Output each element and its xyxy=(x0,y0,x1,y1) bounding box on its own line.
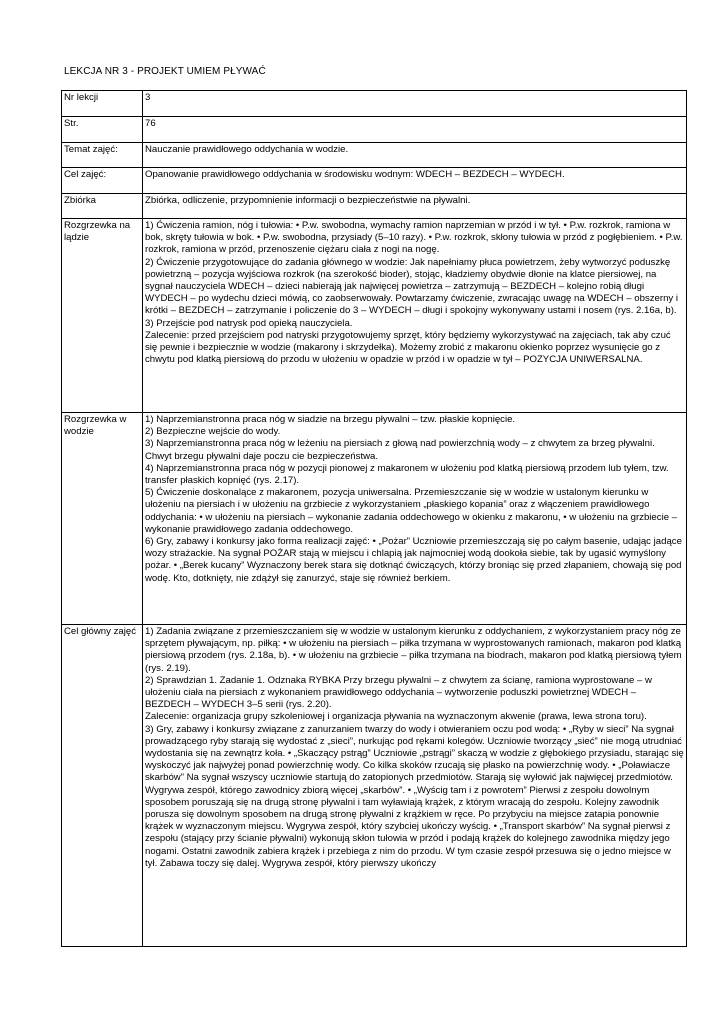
paragraph: 2) Bezpieczne wejście do wody. xyxy=(145,426,281,438)
paragraph: 2) Ćwiczenie przygotowujące do zadania głównego w wodzie: Jak napełniamy płuca powietrzem, żeby wytworzyć poduszkę powietrzną – pozycja wyjściowa rozkrok (na szerokość bioder), stojąc, kładziemy obydwie dłonie na klatce piersiowej, na sygnał nauczyciela WDECH – dzieci nabierają jak najwięcej powietrza – zatrzymują – BEZDECH – kolejno robią długi WYDECH – po wydechu dzieci mówią, co zaobserwowały. Powtarzamy ćwiczenie, zwracając uwagę na WDECH – obszerny i krótki – BEZDECH – zatrzymanie i policzenie do 3 – WYDECH – długi i spokojny wykonywany ustami i nosem (rys. 2.16a, b). xyxy=(145,256,679,317)
label-cel-glowny: Cel główny zajęć xyxy=(62,625,143,947)
value-zbiorka: Zbiórka, odliczenie, przypomnienie informacji o bezpieczeństwie na pływalni. xyxy=(143,194,687,219)
lesson-plan-table xyxy=(61,90,687,947)
paragraph: Zalecenie: organizacja grupy szkoleniowej i organizacja pływania na wyznaczonym akwenie (prawa, lewa strona toru). xyxy=(145,711,647,723)
paragraph: 1) Ćwiczenia ramion, nóg i tułowia: • P.w. swobodna, wymachy ramion naprzemian w przód i w tył. • P.w. rozkrok, ramiona w bok, skręty tułowia w bok. • P.w. swobodna, przysiady (5–10 razy). • P.w. rozkrok, skłony tułowia w przód z pogłębieniem. • P.w. rozkrok, ramiona w przód, przenoszenie ciężaru ciała z nogi na nogę. xyxy=(145,220,683,256)
label-cel: Cel zajęć: xyxy=(62,168,143,194)
value-rozgrzewka-ladzie xyxy=(143,219,687,413)
paragraph: 3) Przejście pod natrysk pod opieką nauczyciela. xyxy=(145,317,353,329)
label-temat: Temat zajęć: xyxy=(62,143,143,168)
label-rozgrzewka-ladzie: Rozgrzewka na lądzie xyxy=(62,219,143,413)
table-row-str xyxy=(62,117,687,143)
label-nr-lekcji: Nr lekcji xyxy=(62,91,143,117)
table-row-zbiorka xyxy=(62,194,687,219)
label-rozgrzewka-wodzie: Rozgrzewka w wodzie xyxy=(62,413,143,625)
table-row-nr-lekcji xyxy=(62,91,687,117)
value-str: 76 xyxy=(143,117,687,143)
table-row-temat xyxy=(62,143,687,168)
paragraph: 6) Gry, zabawy i konkursy jako forma realizacji zajęć: • „Pożar” Uczniowie przemieszczają się po całym basenie, udając jadące wozy strażackie. Na sygnał POŻAR stają w miejscu i chlapią jak najmocniej wodą dookoła siebie, tak by ugasić wymyślony pożar. • „Berek kucany” Wyznaczony berek stara się dotknąć ćwiczących, którzy broniąc się przed złapaniem, chowają się pod wodę. Kto, dotknięty, nie zdążył się zanurzyć, staje się również berkiem. xyxy=(145,536,682,584)
paragraph: 3) Gry, zabawy i konkursy związane z zanurzaniem twarzy do wody i otwieraniem oczu pod wodą: • „Ryby w sieci” Na sygnał prowadzącego ryby starają się wydostać z „sieci”, nurkując pod rękami kolegów. Uczniowie tworzący „sieć” nie mogą utrudniać wydostania się na zewnątrz koła. • „Skaczący pstrąg” Uczniowie „pstrągi” skaczą w wodzie z głębokiego przysiadu, starając się wyskoczyć jak najwyżej ponad powierzchnię wody. Co kilka skoków rzucają się płasko na powierzchnię wody. • „Poławiacze skarbów” Na sygnał wszyscy uczniowie startują do zatopionych przedmiotów. Starają się wyłowić jak najwięcej przedmiotów. Wygrywa zespół, którego zawodnicy zbiorą więcej „skarbów”. • „Wyścig tam i z powrotem” Pierwsi z zespołu dowolnym sposobem poruszają się na drugą stronę pływalni i tam wyławiają krążek, z którym wracają do zespołu. Kolejny zawodnik porusza się dowolnym sposobem na drugą stronę pływalni z krążkiem w ręce. Po przybyciu na miejsce zatapia ponownie krążek w wyznaczonym miejscu. Wygrywa zespół, który szybciej ukończy wyścig. • „Transport skarbów” Na sygnał pierwsi z zespołu (stający przy ścianie pływalni) wykonują skłon tułowia w przód i podają krążek do kolejnego zawodnika między jego nogami. Ostatni zawodnik zabiera krążek i przebiega z nim do przodu. W tym czasie zespół przesuwa się o jedno miejsce w tył. Zabawa toczy się dalej. Wygrywa zespół, który pierwszy ukończy xyxy=(145,723,684,869)
value-nr-lekcji: 3 xyxy=(143,91,687,117)
label-str: Str. xyxy=(62,117,143,143)
table-row-cel xyxy=(62,168,687,194)
label-zbiorka: Zbiórka xyxy=(62,194,143,219)
document-title: LEKCJA NR 3 - PROJEKT UMIEM PŁYWAĆ xyxy=(64,66,266,77)
paragraph: 1) Zadania związane z przemieszczaniem się w wodzie w ustalonym kierunku z oddychaniem, z wykorzystaniem pracy nóg ze sprzętem pływającym, np. piłką: • w ułożeniu na piersiach – piłka trzymana w wyprostowanych ramionach, makaron pod klatką piersiową przodem (rys. 2.18a, b). • w ułożeniu na grzbiecie – piłka trzymana na biodrach, makaron pod klatką piersiową tyłem (rys. 2.19). xyxy=(145,626,682,674)
value-cel-glowny xyxy=(143,625,687,947)
paragraph: 3) Naprzemianstronna praca nóg w leżeniu na piersiach z głową nad powierzchnią wody – z chwytem za brzeg pływalni. Chwyt brzegu pływalni daje poczu cie bezpieczeństwa. xyxy=(145,438,655,462)
table-row-rozgrzewka-wodzie xyxy=(62,413,687,625)
paragraph: 5) Ćwiczenie doskonalące z makaronem, pozycja uniwersalna. Przemieszczanie się w wodzie w ustalonym kierunku w ułożeniu na piersiach i w ułożeniu na grzbiecie z wykorzystaniem „płaskiego kopania” oraz z włączeniem prawidłowego oddychania: • w ułożeniu na piersiach – wykonanie zadania oddechowego w okienku z makaronu, • w ułożeniu na grzbiecie – wykonanie prawidłowego zadania oddechowego. xyxy=(145,487,678,535)
paragraph: Zalecenie: przed przejściem pod natryski przygotowujemy sprzęt, który będziemy wykorzystywać na zajęciach, tak aby czuć się pewnie i bezpiecznie w wodzie (makarony i skrzydełka). Możemy zrobić z makaronu okienko poprzez wysunięcie go z chwytu pod klatką piersiową do przodu w ułożeniu w opadzie w przód i w opadzie w tył – POZYCJA UNIWERSALNA. xyxy=(145,329,671,366)
value-rozgrzewka-wodzie xyxy=(143,413,687,625)
paragraph: 1) Naprzemianstronna praca nóg w siadzie na brzegu pływalni – tzw. płaskie kopnięcie. xyxy=(145,414,516,425)
value-cel: Opanowanie prawidłowego oddychania w środowisku wodnym: WDECH – BEZDECH – WYDECH. xyxy=(143,168,687,194)
value-temat: Nauczanie prawidłowego oddychania w wodzie. xyxy=(143,143,687,168)
paragraph: 4) Naprzemianstronna praca nóg w pozycji pionowej z makaronem w ułożeniu pod klatką piersiową przodem lub tyłem, tzw. transfer płaskich kopnięć (rys. 2.17). xyxy=(145,462,669,487)
table-row-cel-glowny xyxy=(62,625,687,947)
table-row-rozgrzewka-ladzie xyxy=(62,219,687,413)
paragraph: 2) Sprawdzian 1. Zadanie 1. Odznaka RYBKA Przy brzegu pływalni – z chwytem za ścianę, ramiona wyprostowane – w ułożeniu ciała na piersiach z wykonaniem prawidłowego oddychania – wytworzenie poduszki powietrznej WDECH – BEZDECH – WYDECH 3–5 serii (rys. 2.20). xyxy=(145,674,652,711)
